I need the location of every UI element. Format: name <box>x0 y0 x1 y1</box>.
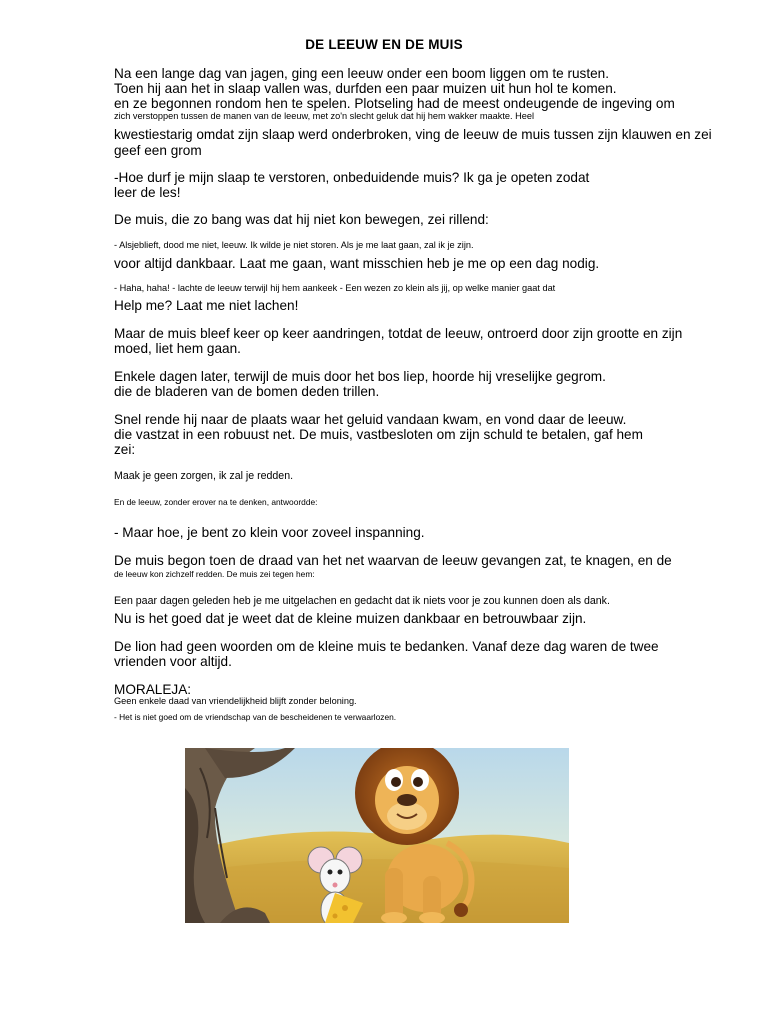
text-line: - Alsjeblieft, dood me niet, leeuw. Ik wilde je niet storen. Als je me laat gaan, zal ik je zijn. <box>114 240 474 250</box>
moral-line: Geen enkele daad van vriendelijkheid blijft zonder beloning. <box>114 696 357 706</box>
text-line: En de leeuw, zonder erover na te denken, antwoordde: <box>114 497 318 507</box>
text-line: De lion had geen woorden om de kleine muis te bedanken. Vanaf deze dag waren de twee <box>114 639 659 654</box>
story-title: DE LEEUW EN DE MUIS <box>305 37 463 52</box>
text-line: -Hoe durf je mijn slaap te verstoren, onbeduidende muis? Ik ga je opeten zodat <box>114 170 590 185</box>
text-line: zei: <box>114 442 136 457</box>
text-line: geef een grom <box>114 143 202 158</box>
text-line: Maar de muis bleef keer op keer aandringen, totdat de leeuw, ontroerd door zijn grootte en zijn <box>114 326 683 341</box>
text-line: de leeuw kon zichzelf redden. De muis zei tegen hem: <box>114 569 315 579</box>
text-line: en ze begonnen rondom hen te spelen. Plotseling had de meest ondeugende de ingeving om <box>114 96 675 111</box>
text-line: - Maar hoe, je bent zo klein voor zoveel inspanning. <box>114 525 425 540</box>
text-line: Enkele dagen later, terwijl de muis door het bos liep, hoorde hij vreselijke gegrom. <box>114 369 606 384</box>
text-line: leer de les! <box>114 185 181 200</box>
moral-line: - Het is niet goed om de vriendschap van de bescheidenen te verwaarlozen. <box>114 712 397 722</box>
text-line: kwestiestarig omdat zijn slaap werd onderbroken, ving de leeuw de muis tussen zijn klauwen en zei <box>114 127 712 142</box>
text-line: Snel rende hij naar de plaats waar het geluid vandaan kwam, en vond daar de leeuw. <box>114 412 627 427</box>
text-line: zich verstoppen tussen de manen van de leeuw, met zo'n slecht geluk dat hij hem wakker maakte. Heel <box>114 111 535 121</box>
text-line: voor altijd dankbaar. Laat me gaan, want misschien heb je me op een dag nodig. <box>114 256 600 271</box>
text-line: De muis, die zo bang was dat hij niet kon bewegen, zei rillend: <box>114 212 489 227</box>
text-line: Toen hij aan het in slaap vallen was, durfden een paar muizen uit hun hol te komen. <box>114 81 617 96</box>
text-line: vrienden voor altijd. <box>114 654 232 669</box>
text-line: De muis begon toen de draad van het net waarvan de leeuw gevangen zat, te knagen, en de <box>114 553 672 568</box>
lion-mouse-illustration <box>185 748 569 923</box>
text-line: Help me? Laat me niet lachen! <box>114 298 299 313</box>
text-line: Na een lange dag van jagen, ging een leeuw onder een boom liggen om te rusten. <box>114 66 610 81</box>
text-line: Maak je geen zorgen, ik zal je redden. <box>114 470 294 482</box>
text-line: die de bladeren van de bomen deden trillen. <box>114 384 380 399</box>
text-line: moed, liet hem gaan. <box>114 341 241 356</box>
text-line: - Haha, haha! - lachte de leeuw terwijl hij hem aankeek - Een wezen zo klein als jij, op welke manier gaat dat <box>114 283 556 293</box>
text-line: Nu is het goed dat je weet dat de kleine muizen dankbaar en betrouwbaar zijn. <box>114 611 587 626</box>
text-line: die vastzat in een robuust net. De muis, vastbesloten om zijn schuld te betalen, gaf hem <box>114 427 643 442</box>
text-line: Een paar dagen geleden heb je me uitgelachen en gedacht dat ik niets voor je zou kunnen doen als dank. <box>114 595 610 607</box>
moral-heading: MORALEJA: <box>114 682 192 697</box>
